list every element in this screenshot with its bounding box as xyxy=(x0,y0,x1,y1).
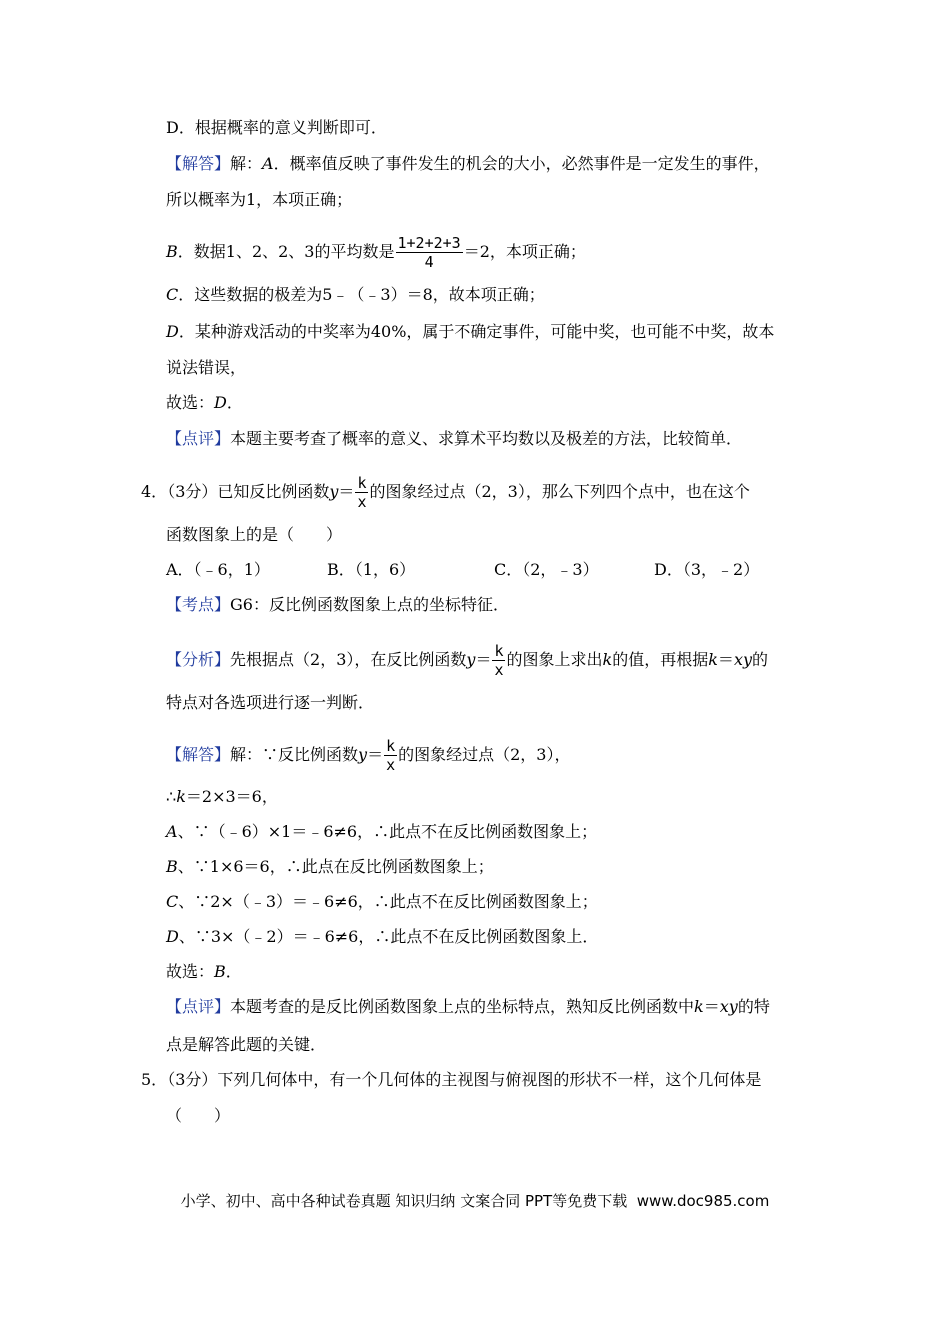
q5-number: 5． xyxy=(141,1070,168,1089)
q3-comment: 【点评】本题主要考查了概率的意义、求算术平均数以及极差的方法，比较简单． xyxy=(166,429,743,448)
answer-d-line-1: D．某种游戏活动的中奖率为40%，属于不确定事件，可能中奖，也可能不中奖，故本 xyxy=(166,322,775,341)
q4-option-a: A．（﹣6，1） xyxy=(166,560,270,579)
q4-kaodian: 【考点】G6：反比例函数图象上点的坐标特征． xyxy=(166,595,509,614)
page-footer xyxy=(0,1190,950,1212)
k-over-x-fraction: $\frac{k}{x}$ xyxy=(494,642,504,679)
footer-url[interactable]: www.doc985.com xyxy=(636,1192,770,1210)
q4-choice: 故选：B． xyxy=(166,962,242,981)
q4-check-a: A、∵（﹣6）×1＝﹣6≠6，∴此点不在反比例函数图象上； xyxy=(166,822,598,841)
q5-stem-line-1: 5．（3分）下列几何体中，有一个几何体的主视图与俯视图的形状不一样，这个几何体是 xyxy=(141,1070,762,1089)
fenxi-tag: 【分析】 xyxy=(166,650,231,669)
answer-c: C．这些数据的极差为5﹣（﹣3）＝8，故本项正确； xyxy=(166,285,545,304)
q5-stem-line-2: （ ） xyxy=(166,1106,231,1125)
mean-fraction: $\frac{1+2+2+3}{4}$ xyxy=(397,234,461,271)
q4-option-b: B．（1，6） xyxy=(327,560,416,579)
q4-stem-line-2: 函数图象上的是（ ） xyxy=(166,525,343,544)
answer-d-line-2: 说法错误， xyxy=(166,358,247,377)
q4-check-c: C、∵2×（﹣3）＝﹣6≠6，∴此点不在反比例函数图象上； xyxy=(166,892,598,911)
answer-b: B．数据1、2、2、3的平均数是 $\frac{1+2+2+3}{4}$ ＝2，本项正确； xyxy=(166,234,586,271)
comment-tag: 【点评】 xyxy=(166,997,231,1016)
q3-choice: 故选：D． xyxy=(166,393,243,412)
comment-tag: 【点评】 xyxy=(166,429,231,448)
q4-option-d: D．（3，﹣2） xyxy=(654,560,760,579)
q4-jieda: 【解答】解：∵反比例函数y＝ $\frac{k}{x}$ 的图象经过点（2，3）， xyxy=(166,737,571,774)
q4-stem-line-1: 4．（3分）已知反比例函数y＝ $\frac{k}{x}$ 的图象经过点（2，3），那么下列四个点中，也在这个 xyxy=(141,474,750,511)
answer-line-2: 所以概率为1，本项正确； xyxy=(166,190,353,209)
q4-number: 4． xyxy=(141,482,168,501)
q4-comment-line-2: 点是解答此题的关键． xyxy=(166,1035,327,1054)
footer-text: 小学、初中、高中各种试卷真题 知识归纳 文案合同 PPT等免费下载 xyxy=(180,1192,628,1210)
jieda-tag: 【解答】 xyxy=(166,745,231,764)
q4-comment-line-1: 【点评】本题考查的是反比例函数图象上点的坐标特点，熟知反比例函数中k＝xy的特 xyxy=(166,997,770,1016)
q4-option-c: C．（2，﹣3） xyxy=(494,560,599,579)
q4-fenxi-line-1: 【分析】先根据点（2，3），在反比例函数y＝ $\frac{k}{x}$ 的图象上求出k的值，再根据k＝xy的 xyxy=(166,642,769,679)
q4-k-value: ∴k＝2×3＝6， xyxy=(166,787,278,806)
kaodian-tag: 【考点】 xyxy=(166,595,231,614)
k-over-x-fraction: $\frac{k}{x}$ xyxy=(357,474,367,511)
analysis-d: D．根据概率的意义判断即可． xyxy=(166,118,387,137)
answer-tag: 【解答】 xyxy=(166,154,231,173)
q4-check-d: D、∵3×（﹣2）＝﹣6≠6，∴此点不在反比例函数图象上． xyxy=(166,927,599,946)
q4-fenxi-line-2: 特点对各选项进行逐一判断． xyxy=(166,693,375,712)
k-over-x-fraction: $\frac{k}{x}$ xyxy=(386,737,396,774)
answer-line-1: 【解答】解：A．概率值反映了事件发生的机会的大小，必然事件是一定发生的事件， xyxy=(166,154,770,173)
q4-check-b: B、∵1×6＝6，∴此点在反比例函数图象上； xyxy=(166,857,494,876)
